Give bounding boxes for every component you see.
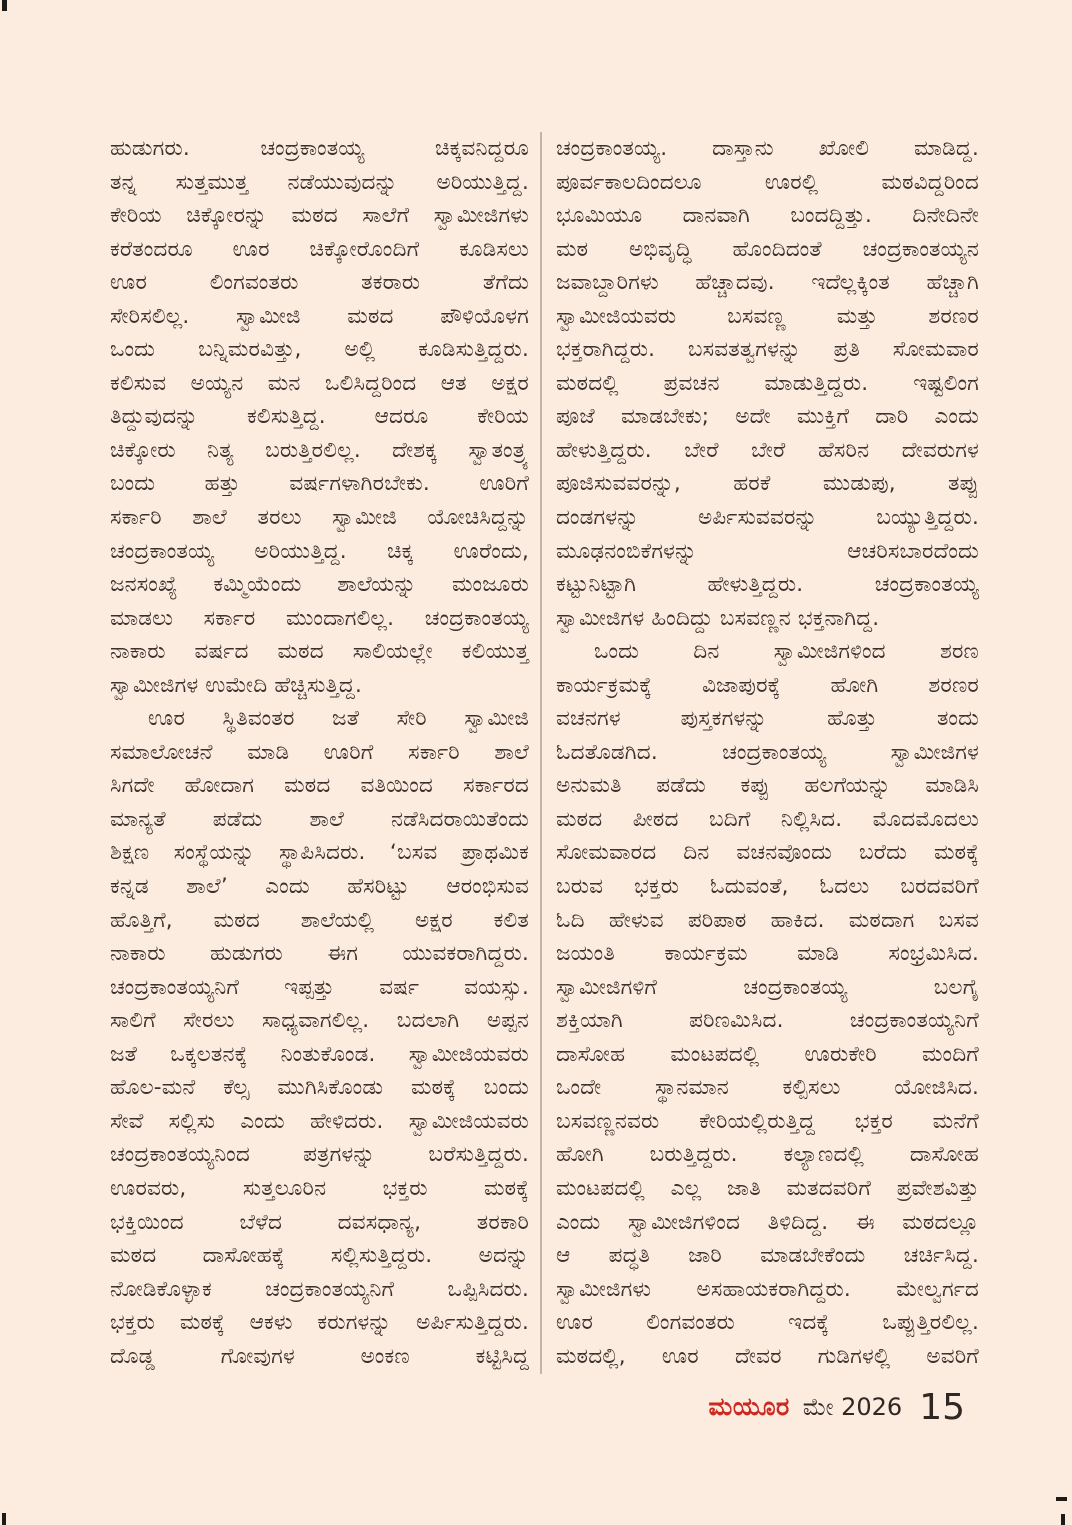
text-line: ಚಂದ್ರಕಾಂತಯ್ಯ. ದಾಸ್ತಾನು ಖೋಲಿ ಮಾಡಿದ್ದ.: [556, 136, 979, 161]
text-line: ದೊಡ್ಡ ಗೋವುಗಳ ಅಂಕಣ ಕಟ್ಟಿಸಿದ್ದ: [110, 1343, 529, 1369]
text-line: ಕೇರಿಯ ಚಿಕ್ಕೋರನ್ನು ಮಠದ ಸಾಲೆಗೆ ಸ್ವಾಮೀಜಿಗಳು: [110, 203, 529, 229]
text-line: ಊರ ಸ್ಥಿತಿವಂತರ ಜತೆ ಸೇರಿ ಸ್ವಾಮೀಜಿ: [148, 706, 529, 732]
text-line: ಸ್ವಾಮೀಜಿಗಳ ಉಮೇದಿ ಹೆಚ್ಚಿಸುತ್ತಿದ್ದ.: [110, 672, 363, 698]
crop-mark-bottom-right-dash: [1056, 1497, 1067, 1501]
text-line: ಸೇರಿಸಲಿಲ್ಲ. ಸ್ವಾಮೀಜಿ ಮಠದ ಪೌಳಿಯೊಳಗ: [110, 303, 529, 329]
text-line: ಭಕ್ತರು ಮಠಕ್ಕೆ ಆಕಳು ಕರುಗಳನ್ನು ಅರ್ಪಿಸುತ್ತಿದ್ದರು.: [110, 1310, 529, 1336]
text-line: ಜವಾಬ್ದಾರಿಗಳು ಹೆಚ್ಚಾದವು. ಇದೆಲ್ಲಕ್ಕಿಂತ ಹೆಚ್ಚಾಗಿ: [556, 270, 979, 296]
text-line: ಹೊಲ-ಮನೆ ಕೆಲ್ಸ ಮುಗಿಸಿಕೊಂಡು ಮಠಕ್ಕೆ ಬಂದು: [110, 1075, 529, 1101]
text-line: ಜತೆ ಒಕ್ಕಲತನಕ್ಕೆ ನಿಂತುಕೊಂಡ. ಸ್ವಾಮೀಜಿಯವರು: [110, 1041, 529, 1067]
crop-mark-bottom-right-tick: [1061, 1514, 1065, 1525]
text-line: ಸ್ವಾಮೀಜಿಯವರು ಬಸವಣ್ಣ ಮತ್ತು ಶರಣರ: [556, 303, 979, 329]
text-line: ಮಂಟಪದಲ್ಲಿ ಎಲ್ಲ ಜಾತಿ ಮತದವರಿಗೆ ಪ್ರವೇಶವಿತ್ತು: [556, 1175, 979, 1201]
text-line: ಊರ ಲಿಂಗವಂತರು ಇದಕ್ಕೆ ಒಪ್ಪುತ್ತಿರಲಿಲ್ಲ.: [556, 1310, 979, 1336]
text-line: ಪೂಜಿಸುವವರನ್ನು, ಹರಕೆ ಮುಡುಪು, ತಪ್ಪು: [556, 471, 979, 497]
text-line: ಭಕ್ತಿಯಿಂದ ಬೆಳೆದ ದವಸಧಾನ್ಯ, ತರಕಾರಿ: [110, 1209, 529, 1235]
text-line: ಸಿಗದೇ ಹೋದಾಗ ಮಠದ ವತಿಯಿಂದ ಸರ್ಕಾರದ: [110, 773, 529, 799]
text-line: ಚಂದ್ರಕಾಂತಯ್ಯನಿಗೆ ಇಪ್ಪತ್ತು ವರ್ಷ ವಯಸ್ಸು.: [110, 974, 529, 1000]
text-line: ಒಂದು ದಿನ ಸ್ವಾಮೀಜಿಗಳಿಂದ ಶರಣ: [594, 639, 979, 665]
text-line: ಓದತೊಡಗಿದ. ಚಂದ್ರಕಾಂತಯ್ಯ ಸ್ವಾಮೀಜಿಗಳ: [556, 739, 979, 765]
text-line: ಮಠ ಅಭಿವೃದ್ಧಿ ಹೊಂದಿದಂತೆ ಚಂದ್ರಕಾಂತಯ್ಯನ: [556, 236, 979, 262]
text-line: ಚಂದ್ರಕಾಂತಯ್ಯ ಅರಿಯುತ್ತಿದ್ದ. ಚಿಕ್ಕ ಊರೆಂದು,: [110, 538, 529, 564]
text-line: ವಚನಗಳ ಪುಸ್ತಕಗಳನ್ನು ಹೊತ್ತು ತಂದು: [556, 706, 979, 732]
text-line: ಜಯಂತಿ ಕಾರ್ಯಕ್ರಮ ಮಾಡಿ ಸಂಭ್ರಮಿಸಿದ.: [556, 941, 979, 967]
text-line: ಹೋಗಿ ಬರುತ್ತಿದ್ದರು. ಕಲ್ಯಾಣದಲ್ಲಿ ದಾಸೋಹ: [556, 1142, 979, 1168]
crop-mark-bottom-left: [2, 1513, 6, 1525]
text-line: ಸಾಲಿಗೆ ಸೇರಲು ಸಾಧ್ಯವಾಗಲಿಲ್ಲ. ಬದಲಾಗಿ ಅಪ್ಪನ: [110, 1008, 529, 1034]
text-line: ಬಸವಣ್ಣನವರು ಕೇರಿಯಲ್ಲಿರುತ್ತಿದ್ದ ಭಕ್ತರ ಮನೆಗೆ: [556, 1108, 979, 1134]
text-line: ಕನ್ನಡ ಶಾಲೆ’ ಎಂದು ಹೆಸರಿಟ್ಟು ಆರಂಭಿಸುವ: [110, 874, 529, 900]
text-line: ಚಂದ್ರಕಾಂತಯ್ಯನಿಂದ ಪತ್ರಗಳನ್ನು ಬರೆಸುತ್ತಿದ್ದರು.: [110, 1142, 529, 1168]
text-line: ಮಾನ್ಯತೆ ಪಡೆದು ಶಾಲೆ ನಡೆಸಿದರಾಯಿತೆಂದು: [110, 806, 529, 832]
text-line: ದಂಡಗಳನ್ನು ಅರ್ಪಿಸುವವರನ್ನು ಬಯ್ಯುತ್ತಿದ್ದರು.: [556, 505, 979, 531]
text-line: ಎಂದು ಸ್ವಾಮೀಜಿಗಳಿಂದ ತಿಳಿದಿದ್ದ. ಈ ಮಠದಲ್ಲೂ: [556, 1209, 979, 1235]
text-line: ಒಂದು ಬನ್ನಿಮರವಿತ್ತು, ಅಲ್ಲಿ ಕೂಡಿಸುತ್ತಿದ್ದರು.: [110, 337, 529, 363]
magazine-logo: ಮಯೂರ: [708, 1392, 790, 1421]
crop-mark-top-left: [2, 0, 7, 11]
text-line: ಮೂಢನಂಬಿಕೆಗಳನ್ನು ಆಚರಿಸಬಾರದೆಂದು: [556, 538, 979, 564]
text-line: ತನ್ನ ಸುತ್ತಮುತ್ತ ನಡೆಯುವುದನ್ನು ಅರಿಯುತ್ತಿದ್ದ.: [110, 169, 529, 195]
text-line: ಅನುಮತಿ ಪಡೆದು ಕಪ್ಪು ಹಲಗೆಯನ್ನು ಮಾಡಿಸಿ: [556, 773, 979, 799]
text-line: ದಾಸೋಹ ಮಂಟಪದಲ್ಲಿ ಊರುಕೇರಿ ಮಂದಿಗೆ: [556, 1041, 979, 1067]
text-line: ಊರ ಲಿಂಗವಂತರು ತಕರಾರು ತೆಗೆದು: [110, 270, 529, 296]
text-line: ಪೂಜೆ ಮಾಡಬೇಕು; ಅದೇ ಮುಕ್ತಿಗೆ ದಾರಿ ಎಂದು: [556, 404, 979, 430]
text-line: ಭೂಮಿಯೂ ದಾನವಾಗಿ ಬಂದದ್ದಿತ್ತು. ದಿನೇದಿನೇ: [556, 203, 979, 229]
text-line: ಹೇಳುತ್ತಿದ್ದರು. ಬೇರೆ ಬೇರೆ ಹೆಸರಿನ ದೇವರುಗಳ: [556, 437, 979, 463]
text-line: ಮಠದಲ್ಲಿ ಪ್ರವಚನ ಮಾಡುತ್ತಿದ್ದರು. ಇಷ್ಟಲಿಂಗ: [556, 370, 979, 396]
text-line: ಚಿಕ್ಕೋರು ನಿತ್ಯ ಬರುತ್ತಿರಲಿಲ್ಲ. ದೇಶಕ್ಕ ಸ್ವಾತಂತ್ರ್ಯ: [110, 437, 529, 463]
page-footer: [709, 1386, 965, 1428]
text-line: ಸೇವೆ ಸಲ್ಲಿಸು ಎಂದು ಹೇಳಿದರು. ಸ್ವಾಮೀಜಿಯವರು: [110, 1108, 529, 1134]
text-line: ಕರೆತಂದರೂ ಊರ ಚಿಕ್ಕೋರೊಂದಿಗೆ ಕೂಡಿಸಲು: [110, 236, 529, 262]
text-line: ಭಕ್ತರಾಗಿದ್ದರು. ಬಸವತತ್ವಗಳನ್ನು ಪ್ರತಿ ಸೋಮವಾರ: [556, 337, 979, 363]
page-number: 15: [919, 1386, 965, 1428]
text-line: ನಾಕಾರು ಹುಡುಗರು ಈಗ ಯುವಕರಾಗಿದ್ದರು.: [110, 941, 529, 967]
issue-date: ಮೇ 2026: [802, 1393, 903, 1421]
text-line: ಸರ್ಕಾರಿ ಶಾಲೆ ತರಲು ಸ್ವಾಮೀಜಿ ಯೋಚಿಸಿದ್ದನ್ನು: [110, 505, 529, 531]
text-line: ಓದಿ ಹೇಳುವ ಪರಿಪಾಠ ಹಾಕಿದ. ಮಠದಾಗ ಬಸವ: [556, 907, 979, 933]
text-line: ಜನಸಂಖ್ಯೆ ಕಮ್ಮಿಯೆಂದು ಶಾಲೆಯನ್ನು ಮಂಜೂರು: [110, 572, 529, 598]
text-line: ಒಂದೇ ಸ್ಥಾನಮಾನ ಕಲ್ಪಿಸಲು ಯೋಜಿಸಿದ.: [556, 1075, 979, 1101]
text-line: ಸಮಾಲೋಚನೆ ಮಾಡಿ ಊರಿಗೆ ಸರ್ಕಾರಿ ಶಾಲೆ: [110, 739, 529, 765]
text-line: ಶಕ್ತಿಯಾಗಿ ಪರಿಣಮಿಸಿದ. ಚಂದ್ರಕಾಂತಯ್ಯನಿಗೆ: [556, 1008, 979, 1034]
text-line: ಬರುವ ಭಕ್ತರು ಓದುವಂತೆ, ಓದಲು ಬರದವರಿಗೆ: [556, 874, 979, 900]
text-line: ಕಟ್ಟುನಿಟ್ಟಾಗಿ ಹೇಳುತ್ತಿದ್ದರು. ಚಂದ್ರಕಾಂತಯ್ಯ: [556, 572, 979, 598]
text-column-right: [556, 132, 979, 1373]
text-column-left: [110, 132, 529, 1373]
text-line: ಮಠದ ದಾಸೋಹಕ್ಕೆ ಸಲ್ಲಿಸುತ್ತಿದ್ದರು. ಅದನ್ನು: [110, 1243, 529, 1269]
text-line: ಆ ಪದ್ಧತಿ ಜಾರಿ ಮಾಡಬೇಕೆಂದು ಚರ್ಚಿಸಿದ್ದ.: [556, 1243, 979, 1269]
text-line: ಸ್ವಾಮೀಜಿಗಳು ಅಸಹಾಯಕರಾಗಿದ್ದರು. ಮೇಲ್ವರ್ಗದ: [556, 1276, 979, 1302]
column-divider: [540, 132, 542, 1374]
text-line: ಸೋಮವಾರದ ದಿನ ವಚನವೊಂದು ಬರೆದು ಮಠಕ್ಕೆ: [556, 840, 979, 866]
text-line: ಶಿಕ್ಷಣ ಸಂಸ್ಥೆಯನ್ನು ಸ್ಥಾಪಿಸಿದರು. ‘ಬಸವ ಪ್ರಾಥಮಿಕ: [110, 840, 529, 866]
text-line: ಕಲಿಸುವ ಅಯ್ಯನ ಮನ ಒಲಿಸಿದ್ದರಿಂದ ಆತ ಅಕ್ಷರ: [110, 370, 529, 396]
text-line: ನಾಕಾರು ವರ್ಷದ ಮಠದ ಸಾಲಿಯಲ್ಲೇ ಕಲಿಯುತ್ತ: [110, 639, 529, 665]
text-line: ಮಠದಲ್ಲಿ, ಊರ ದೇವರ ಗುಡಿಗಳಲ್ಲಿ ಅವರಿಗೆ: [556, 1343, 979, 1369]
text-line: ಹುಡುಗರು. ಚಂದ್ರಕಾಂತಯ್ಯ ಚಿಕ್ಕವನಿದ್ದರೂ: [110, 136, 529, 161]
text-line: ಕಾರ್ಯಕ್ರಮಕ್ಕೆ ವಿಜಾಪುರಕ್ಕೆ ಹೋಗಿ ಶರಣರ: [556, 672, 979, 698]
text-line: ಊರವರು, ಸುತ್ತಲೂರಿನ ಭಕ್ತರು ಮಠಕ್ಕೆ: [110, 1175, 529, 1201]
text-line: ಹೊತ್ತಿಗೆ, ಮಠದ ಶಾಲೆಯಲ್ಲಿ ಅಕ್ಷರ ಕಲಿತ: [110, 907, 529, 933]
text-line: ಮಠದ ಪೀಠದ ಬದಿಗೆ ನಿಲ್ಲಿಸಿದ. ಮೊದಮೊದಲು: [556, 806, 979, 832]
text-line: ಮಾಡಲು ಸರ್ಕಾರ ಮುಂದಾಗಲಿಲ್ಲ. ಚಂದ್ರಕಾಂತಯ್ಯ: [110, 605, 529, 631]
text-line: ತಿದ್ದುವುದನ್ನು ಕಲಿಸುತ್ತಿದ್ದ. ಆದರೂ ಕೇರಿಯ: [110, 404, 529, 430]
text-line: ಪೂರ್ವಕಾಲದಿಂದಲೂ ಊರಲ್ಲಿ ಮಠವಿದ್ದರಿಂದ: [556, 169, 979, 195]
text-line: ನೋಡಿಕೊಳ್ಳಾಕ ಚಂದ್ರಕಾಂತಯ್ಯನಿಗೆ ಒಪ್ಪಿಸಿದರು.: [110, 1276, 529, 1302]
text-line: ಬಂದು ಹತ್ತು ವರ್ಷಗಳಾಗಿರಬೇಕು. ಊರಿಗೆ: [110, 471, 529, 497]
text-line: ಸ್ವಾಮೀಜಿಗಳಿಗೆ ಚಂದ್ರಕಾಂತಯ್ಯ ಬಲಗೈ: [556, 974, 979, 1000]
text-line: ಸ್ವಾಮೀಜಿಗಳ ಹಿಂದಿದ್ದು ಬಸವಣ್ಣನ ಭಕ್ತನಾಗಿದ್ದ.: [556, 605, 880, 631]
